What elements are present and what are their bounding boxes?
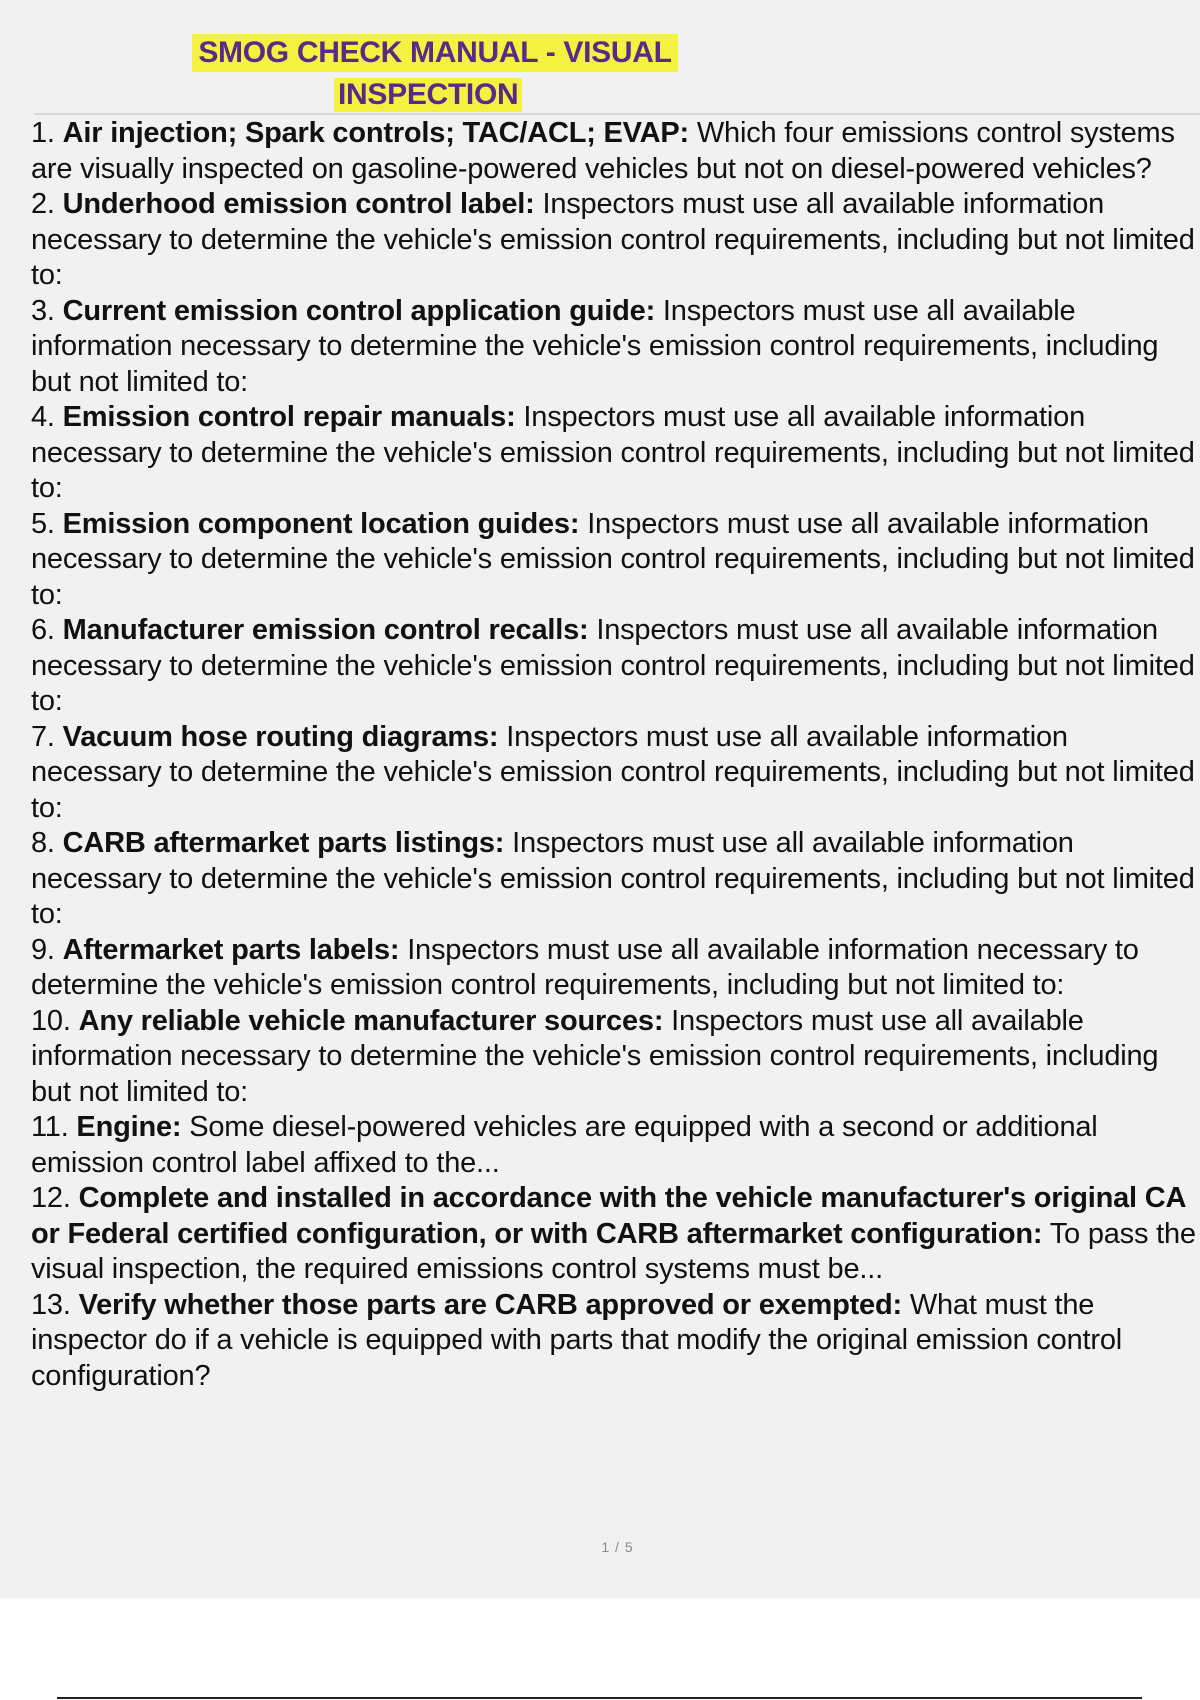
item-number: 11. <box>31 1111 69 1143</box>
item-question: Which four emissions control systems are visually inspected on gasoline-powered vehicles but not on diesel-powered vehicles? <box>31 117 1175 185</box>
qa-item-3 <box>31 294 1197 401</box>
item-answer: Aftermarket parts labels: <box>62 933 400 966</box>
item-number: 13. <box>31 1288 71 1321</box>
item-number: 8. <box>31 827 55 859</box>
item-answer: CARB aftermarket parts listings: <box>62 827 505 859</box>
document-title <box>0 34 870 111</box>
item-answer: Any reliable vehicle manufacturer sources: <box>78 1004 664 1037</box>
item-question: Inspectors must use all available information necessary to determine the vehicle's emission control requirements, including but not limited to: <box>31 188 1195 291</box>
item-number: 12. <box>31 1182 71 1214</box>
item-answer: Current emission control application guide: <box>62 294 656 327</box>
qa-list <box>31 116 1197 1394</box>
item-number: 10. <box>31 1004 71 1037</box>
title-line-1: SMOG CHECK MANUAL - VISUAL <box>192 34 677 72</box>
item-number: 5. <box>31 507 55 540</box>
item-answer: Underhood emission control label: <box>62 188 535 220</box>
item-number: 1. <box>31 117 55 149</box>
item-question: To pass the visual inspection, the required emissions control systems must be... <box>31 1217 1196 1285</box>
title-line-2: INSPECTION <box>334 78 522 112</box>
item-question: Inspectors must use all available information necessary to determine the vehicle's emission control requirements, including but not limited to: <box>31 1004 1159 1108</box>
title-divider <box>34 113 1200 115</box>
qa-item-6 <box>31 613 1197 720</box>
qa-item-10 <box>31 1004 1197 1111</box>
item-number: 4. <box>31 401 55 433</box>
item-answer: Complete and installed in accordance with the vehicle manufacturer's original CA or Federal certified configuration, or with CARB aftermarket configuration: <box>31 1182 1186 1250</box>
item-answer: Emission control repair manuals: <box>62 401 516 433</box>
page-indicator: 1 / 5 <box>601 1539 634 1555</box>
qa-item-11 <box>31 1110 1197 1181</box>
item-number: 3. <box>31 294 55 327</box>
item-number: 7. <box>31 720 55 753</box>
item-question: What must the inspector do if a vehicle is equipped with parts that modify the original emission control configuration? <box>31 1288 1123 1392</box>
item-question: Inspectors must use all available information necessary to determine the vehicle's emission control requirements, including but not limited to: <box>31 720 1195 824</box>
qa-item-7 <box>31 720 1197 827</box>
item-number: 2. <box>31 188 55 220</box>
qa-item-1 <box>31 116 1197 187</box>
qa-item-9 <box>31 933 1197 1004</box>
item-answer: Verify whether those parts are CARB approved or exempted: <box>78 1288 902 1321</box>
qa-item-13 <box>31 1288 1197 1395</box>
item-question: Inspectors must use all available information necessary to determine the vehicle's emission control requirements, including but not limited to: <box>31 294 1159 398</box>
item-number: 9. <box>31 933 55 966</box>
qa-item-5 <box>31 507 1197 614</box>
item-question: Inspectors must use all available information necessary to determine the vehicle's emission control requirements, including but not limited to: <box>31 827 1195 930</box>
qa-item-2 <box>31 187 1197 294</box>
item-answer: Emission component location guides: <box>62 507 580 540</box>
item-answer: Vacuum hose routing diagrams: <box>62 720 499 753</box>
item-question: Inspectors must use all available information necessary to determine the vehicle's emission control requirements, including but not limited to: <box>31 933 1139 1001</box>
item-question: Inspectors must use all available information necessary to determine the vehicle's emission control requirements, including but not limited to: <box>31 401 1195 504</box>
next-page-divider <box>57 1697 1142 1699</box>
item-question: Inspectors must use all available information necessary to determine the vehicle's emission control requirements, including but not limited to: <box>31 614 1195 717</box>
item-number: 6. <box>31 614 55 646</box>
item-question: Some diesel-powered vehicles are equipped with a second or additional emission control label affixed to the... <box>31 1111 1098 1179</box>
item-question: Inspectors must use all available information necessary to determine the vehicle's emission control requirements, including but not limited to: <box>31 507 1195 611</box>
item-answer: Engine: <box>76 1111 182 1143</box>
qa-item-12 <box>31 1181 1197 1288</box>
item-answer: Manufacturer emission control recalls: <box>62 614 589 646</box>
qa-item-8 <box>31 826 1197 933</box>
qa-item-4 <box>31 400 1197 507</box>
item-answer: Air injection; Spark controls; TAC/ACL; EVAP: <box>62 117 690 149</box>
